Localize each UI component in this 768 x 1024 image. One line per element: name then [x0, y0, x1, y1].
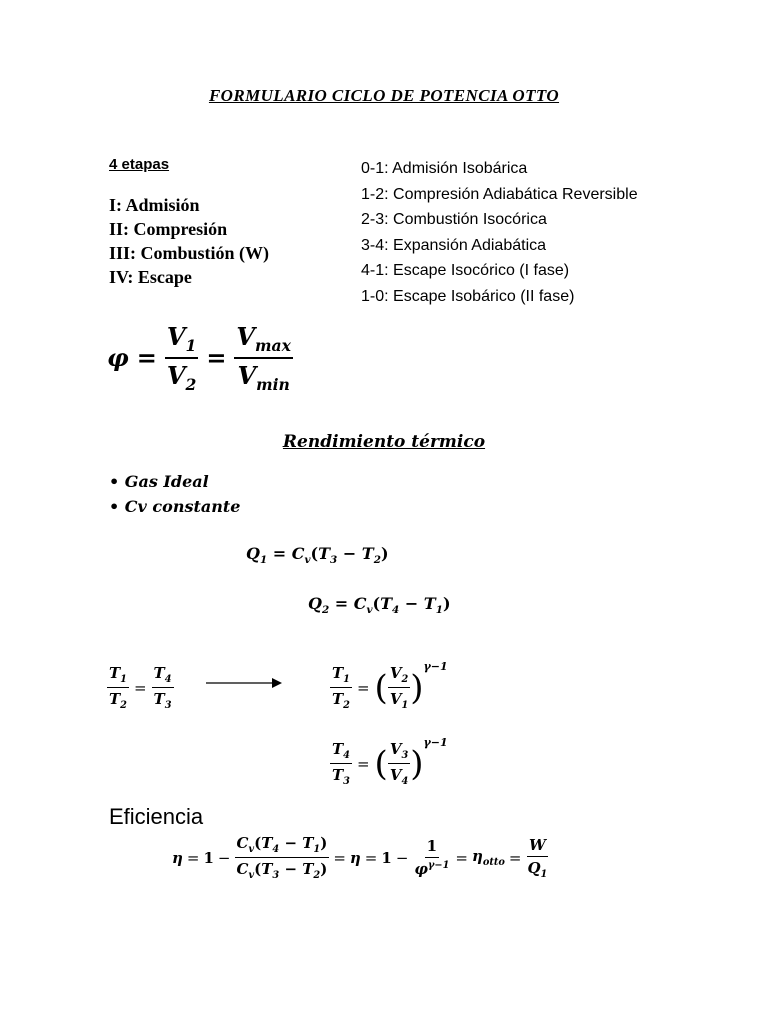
efficiency-formula: η = 1 − $\frac{C_v(T_4 - T_1)}{C_v(T_3 - T_2)}$ = η = 1 − $\frac{1}{\varphi^{\gamma-1}}$ = $\eta_{otto}$ = $\frac{W}{Q_1}$: [172, 834, 548, 881]
compression-temperature-volume-formula: $\frac{T_1}{T_2}$ = ( $\frac{V_2}{V_1}$ ) γ−1: [332, 660, 448, 711]
stages-list-right: [361, 156, 638, 309]
stage-item: II: Compresión: [109, 219, 228, 239]
heat-input-formula: $Q_1 = C_v(T_3 - T_2)$: [246, 544, 389, 567]
process-item: 4-1: Escape Isocórico (I fase): [361, 262, 570, 279]
arrow-right-icon: [206, 676, 282, 690]
process-item: 1-0: Escape Isobárico (II fase): [361, 287, 575, 305]
section-heading-rendimiento: Rendimiento térmico: [282, 432, 486, 452]
stages-list-left: [109, 193, 269, 289]
expansion-temperature-volume-formula: $\frac{T_4}{T_3}$ = ( $\frac{V_3}{V_4}$ ) γ−1: [332, 736, 448, 787]
compression-ratio-formula: φ = $\frac{V_1}{V_2}$ = $\frac{V_{max}}{V_{min}}$: [107, 322, 291, 394]
document-title: FORMULARIO CICLO DE POTENCIA OTTO: [208, 86, 560, 105]
etapas-heading: 4 etapas: [109, 156, 170, 173]
section-heading-eficiencia: Eficiencia: [109, 804, 204, 829]
stage-item: III: Combustión (W): [109, 243, 270, 263]
process-item: 0-1: Admisión Isobárica: [361, 160, 528, 177]
stage-item: I: Admisión: [109, 195, 200, 215]
heat-output-formula: $Q_2 = C_v(T_4 - T_1)$: [308, 594, 451, 617]
process-item: 1-2: Compresión Adiabática Reversible: [361, 185, 638, 203]
temperature-ratio-formula: $\frac{T_1}{T_2}$ = $\frac{T_4}{T_3}$: [109, 664, 172, 711]
process-item: 3-4: Expansión Adiabática: [361, 236, 547, 254]
stage-item: IV: Escape: [109, 267, 192, 287]
assumptions-list: [109, 469, 240, 519]
assumption-item: • Cv constante: [109, 497, 241, 516]
assumption-item: • Gas Ideal: [109, 472, 209, 491]
process-item: 2-3: Combustión Isocórica: [361, 211, 547, 228]
